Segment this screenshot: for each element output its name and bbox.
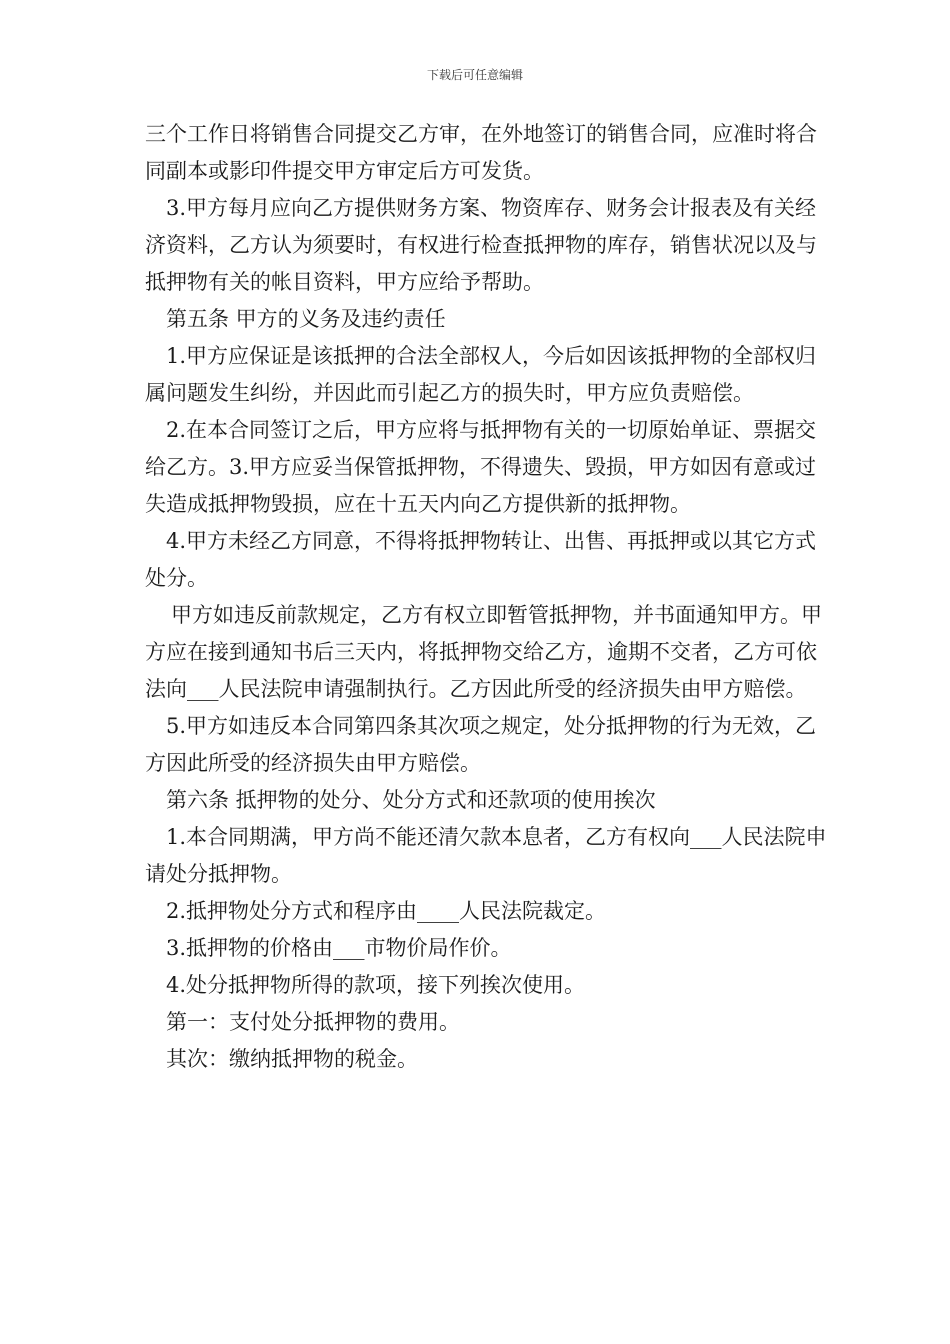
paragraph: 甲方如违反前款规定，乙方有权立即暂管抵押物，并书面通知甲方。甲方应在接到通知书后三天内，将抵押物交给乙方，逾期不交者，乙方可依法向___人民法院申请强制执行。乙方因此所受的经济损失由甲方赔偿。 xyxy=(145,603,822,701)
paragraph: 其次：缴纳抵押物的税金。 xyxy=(166,1047,418,1071)
paragraph: 2.抵押物处分方式和程序由____人民法院裁定。 xyxy=(166,899,607,923)
paragraph: 2.在本合同签订之后，甲方应将与抵押物有关的一切原始单证、票据交给乙方。3.甲方应妥当保管抵押物，不得遗失、毁损，甲方如因有意或过失造成抵押物毁损，应在十五天内向乙方提供新的抵押物。 xyxy=(145,418,817,516)
paragraph: 1.甲方应保证是该抵押的合法全部权人，今后如因该抵押物的全部权归属问题发生纠纷，并因此而引起乙方的损失时，甲方应负责赔偿。 xyxy=(145,344,817,405)
section-heading: 第六条 抵押物的处分、处分方式和还款项的使用挨次 xyxy=(166,788,656,812)
document-body xyxy=(145,116,835,1078)
paragraph: 三个工作日将销售合同提交乙方审，在外地签订的销售合同，应准时将合同副本或影印件提交甲方审定后方可发货。 xyxy=(145,122,817,183)
page-header: 下载后可任意编辑 xyxy=(426,68,523,82)
section-heading: 第五条 甲方的义务及违约责任 xyxy=(166,307,446,331)
paragraph: 3.抵押物的价格由___市物价局作价。 xyxy=(166,936,512,960)
paragraph: 3.甲方每月应向乙方提供财务方案、物资库存、财务会计报表及有关经济资料，乙方认为须要时，有权进行检查抵押物的库存，销售状况以及与抵押物有关的帐目资料，甲方应给予帮助。 xyxy=(145,196,817,294)
paragraph: 4.甲方未经乙方同意，不得将抵押物转让、出售、再抵押或以其它方式处分。 xyxy=(145,529,817,590)
paragraph: 4.处分抵押物所得的款项，接下列挨次使用。 xyxy=(166,973,586,997)
paragraph: 1.本合同期满，甲方尚不能还清欠款本息者，乙方有权向___人民法院申请处分抵押物。 xyxy=(145,825,827,886)
paragraph: 5.甲方如违反本合同第四条其次项之规定，处分抵押物的行为无效，乙方因此所受的经济损失由甲方赔偿。 xyxy=(145,714,817,775)
paragraph: 第一：支付处分抵押物的费用。 xyxy=(166,1010,460,1034)
